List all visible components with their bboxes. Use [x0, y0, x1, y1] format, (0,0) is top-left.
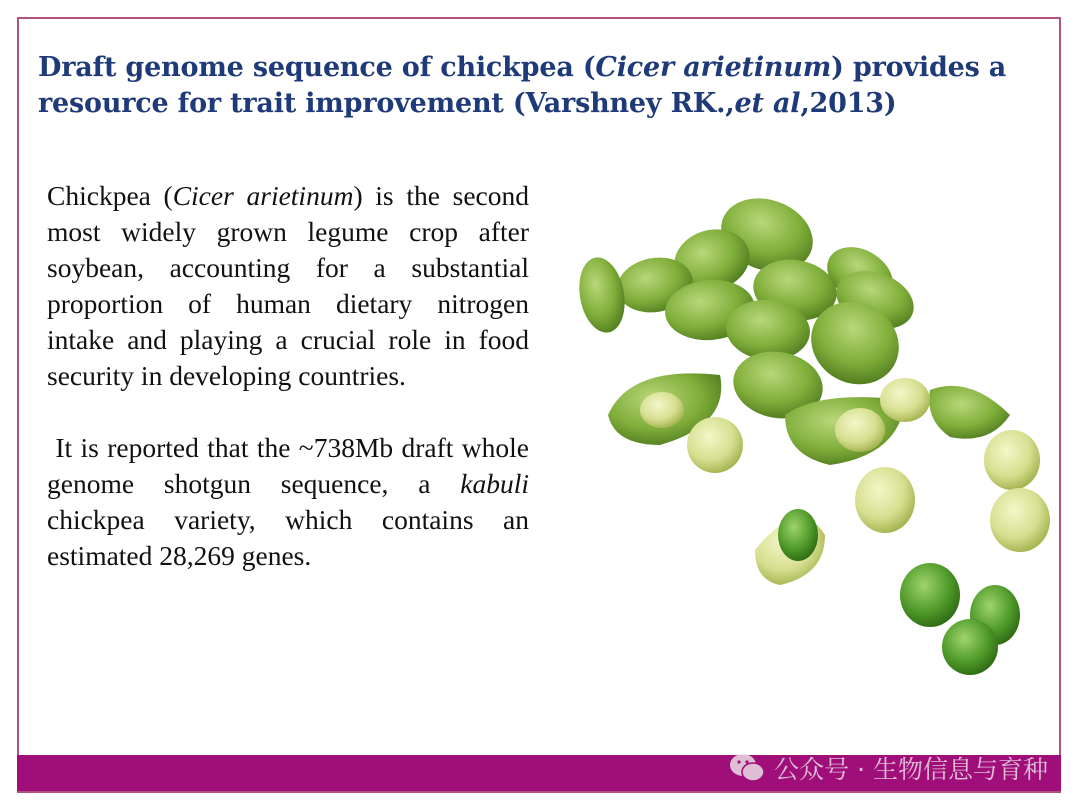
title-species: Cicer arietinum — [595, 52, 832, 83]
paragraph-2: It is reported that the ~738Mb draft whole genome shotgun sequence, a kabuli chickpea variety, which contains an estimated 28,269 genes. — [47, 432, 529, 571]
wechat-icon — [728, 752, 766, 784]
body-text — [47, 178, 529, 574]
chickpea-image — [560, 175, 1060, 695]
paragraph-1: Chickpea (Cicer arietinum) is the second most widely grown legume crop after soybean, accounting for a substantial proportion of human dietary nitrogen intake and playing a crucial role in food security in developing countries. — [47, 180, 529, 391]
watermark-text: 公众号 · 生物信息与育种 — [774, 755, 1048, 784]
watermark — [728, 748, 1048, 788]
slide-title: Draft genome sequence of chickpea (Cicer arietinum) provides a resource for trait improvement (Varshney RK.,et al,2013) — [38, 52, 1007, 119]
title-et-al: et al — [734, 88, 801, 119]
